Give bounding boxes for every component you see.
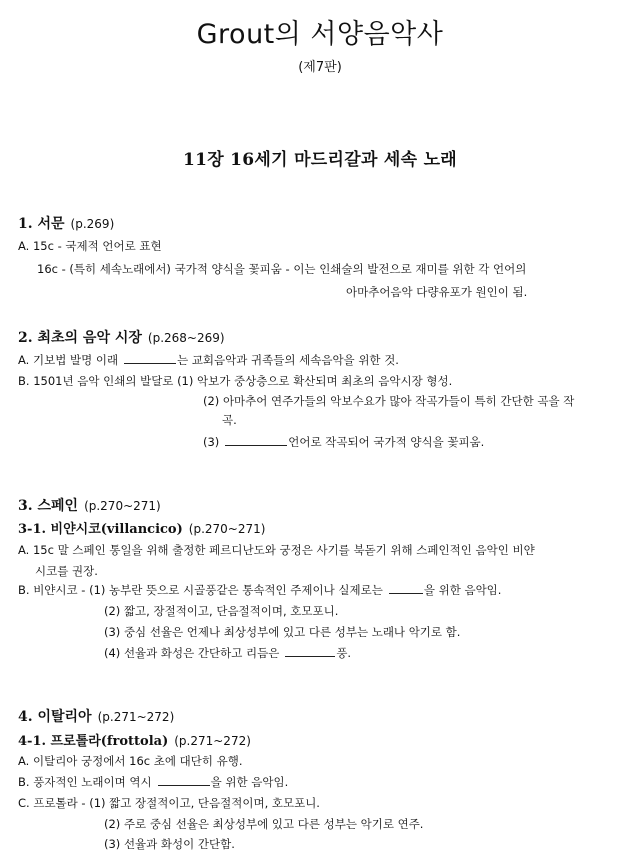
section-3-1-title: 3-1. 비얀시코(villancico) (18, 522, 183, 537)
section-4-title: 4. 이탈리아 (18, 709, 92, 725)
edition-label: (제7판) (298, 60, 342, 75)
s4-item-c2: (2) 주로 중심 선율은 최상성부에 있고 다른 성부는 악기로 연주. (104, 817, 424, 831)
section-3-heading (18, 495, 161, 515)
s4-item-b (18, 774, 288, 790)
section-3-pages: (p.270~271) (84, 499, 161, 513)
s3-item-a-line1: A. 15c 말 스페인 통일을 위해 출정한 페르디난도와 궁정은 사기를 북돋기 위해 스페인적인 음악인 비얀 (18, 543, 535, 557)
fill-in-blank (158, 775, 210, 786)
s2-item-b3-pre: (3) (203, 435, 220, 449)
s3-item-b2: (2) 짧고, 장절적이고, 단음절적이며, 호모포니. (104, 604, 339, 618)
s1-item-a: A. 15c - 국제적 언어로 표현 (18, 239, 162, 253)
s3-item-a-line2: 시코를 권장. (35, 564, 98, 578)
section-4-1-heading (18, 730, 251, 749)
s4-item-b-pre: B. 풍자적인 노래이며 역시 (18, 775, 152, 789)
fill-in-blank (124, 353, 176, 364)
section-1-title: 1. 서문 (18, 216, 65, 232)
s2-item-a-pre: A. 기보법 발명 이래 (18, 353, 119, 367)
s3-item-b1-post: 을 위한 음악임. (423, 583, 502, 597)
section-1-pages: (p.269) (70, 217, 115, 231)
s3-item-b1-pre: B. 비얀시코 - (1) 농부란 뜻으로 시골풍같은 통속적인 주제이나 실제로는 (18, 583, 383, 597)
fill-in-blank (389, 583, 423, 594)
chapter-title: 11장 16세기 마드리갈과 세속 노래 (182, 150, 458, 170)
section-3-title: 3. 스페인 (18, 498, 79, 514)
s3-item-b4 (104, 645, 351, 661)
section-4-pages: (p.271~272) (97, 710, 175, 724)
s3-item-b4-pre: (4) 선율과 화성은 간단하고 리듬은 (104, 646, 280, 660)
s1-item-b-line2: 아마추어음악 다량유포가 원인이 됨. (346, 285, 528, 299)
section-2-title: 2. 최초의 음악 시장 (18, 330, 142, 346)
document-title: Grout의 서양음악사 (196, 19, 444, 50)
s2-item-b3-post: 언어로 작곡되어 국가적 양식을 꽃피움. (288, 435, 485, 449)
s3-item-b4-post: 풍. (336, 646, 352, 660)
s2-item-b2-line1: (2) 아마추어 연주가들의 악보수요가 많아 작곡가들이 특히 간단한 곡을 작 (203, 394, 575, 408)
section-4-1-pages: (p.271~272) (174, 734, 251, 748)
s2-item-b2-line2: 곡. (222, 413, 237, 427)
section-2-pages: (p.268~269) (147, 331, 225, 345)
section-4-heading (18, 706, 174, 726)
s4-item-c3: (3) 선율과 화성이 간단함. (104, 837, 235, 851)
s1-item-b-line1: 16c - (특히 세속노래에서) 국가적 양식을 꽃피움 - 이는 인쇄술의 발전으로 재미를 위한 각 언어의 (37, 262, 527, 276)
s2-item-a-post: 는 교회음악과 귀족들의 세속음악을 위한 것. (177, 353, 399, 367)
section-1-heading (18, 213, 114, 233)
s2-item-a (18, 352, 399, 368)
s4-item-a: A. 이탈리아 궁정에서 16c 초에 대단히 유행. (18, 754, 243, 768)
section-2-heading (18, 327, 225, 347)
section-3-1-heading (18, 518, 265, 537)
s2-item-b3 (203, 434, 484, 450)
s3-item-b3: (3) 중심 선율은 언제나 최상성부에 있고 다른 성부는 노래나 악기로 함. (104, 625, 461, 639)
section-4-1-title: 4-1. 프로톨라(frottola) (18, 734, 169, 749)
fill-in-blank (225, 435, 287, 446)
s2-item-b: B. 1501년 음악 인쇄의 발달로 (1) 악보가 중상층으로 확산되며 최초의 음악시장 형성. (18, 374, 453, 388)
fill-in-blank (285, 646, 335, 657)
section-3-1-pages: (p.270~271) (188, 522, 266, 536)
s4-item-c1: C. 프로톨라 - (1) 짧고 장절적이고, 단음절적이며, 호모포니. (18, 796, 320, 810)
s4-item-b-post: 을 위한 음악임. (210, 775, 289, 789)
s3-item-b1 (18, 582, 501, 598)
